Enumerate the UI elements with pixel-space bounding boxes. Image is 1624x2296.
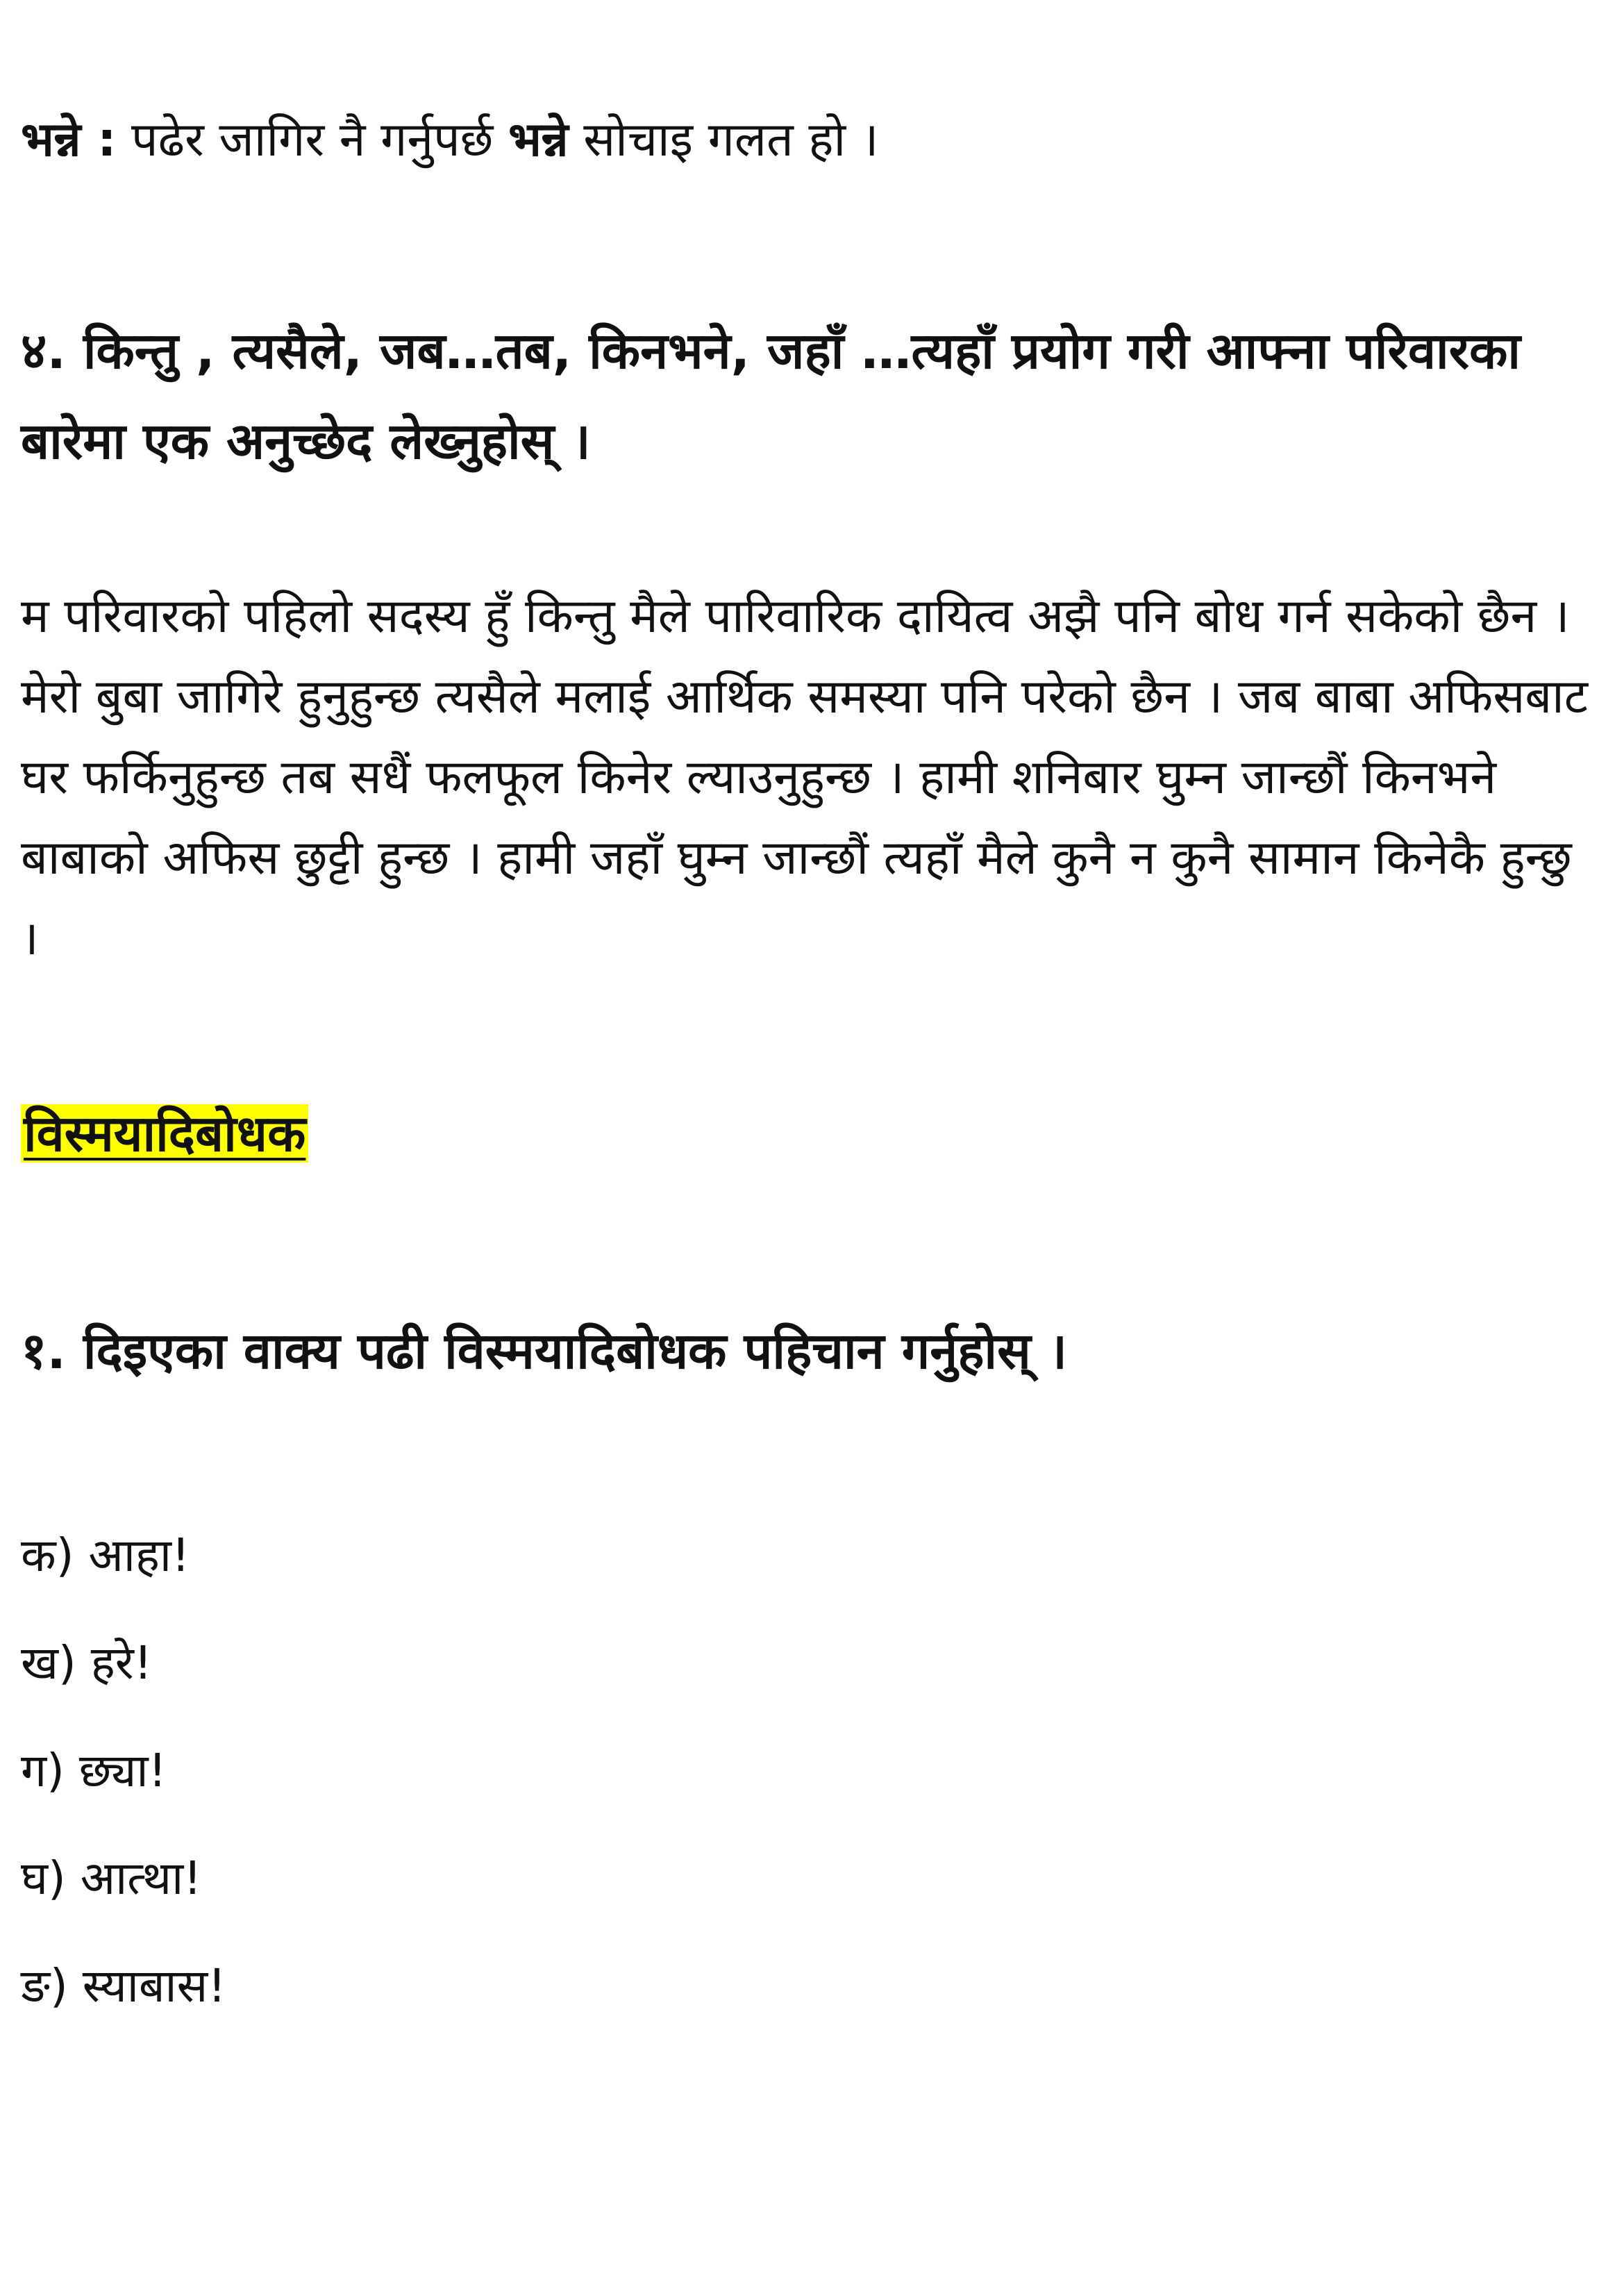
family-paragraph: म परिवारको पहिलो सदस्य हुँ किन्तु मैले पारिवारिक दायित्व अझै पनि बोध गर्न सकेको छैन । मेरो बुबा जागिरे हुनुहुन्छ त्यसैले मलाई आर्थिक समस्या पनि परेको छैन । जब बाबा अफिसबाट घर फर्किनुहुन्छ तब सधैं फलफूल किनेर ल्याउनुहुन्छ । हामी शनिबार घुम्न जान्छौं किनभने बाबाको अफिस छुट्टी हुन्छ । हामी जहाँ घुम्न जान्छौं त्यहाँ मैले कुनै न कुनै सामान किनेकै हुन्छु । bbox=[21, 589, 1589, 966]
question-4-title: ४. किन्तु , त्यसैले, जब…तब, किनभने, जहाँ …त्यहाँ प्रयोग गरी आफ्ना परिवारका बारेमा एक अनुच्छेद लेख्नुहोस् । bbox=[21, 322, 1521, 470]
list-item: घ) आत्था! bbox=[21, 1852, 202, 1905]
intro-text-before: पढेर जागिर नै गर्नुपर्छ bbox=[116, 113, 509, 167]
section-title-wrapper bbox=[21, 1097, 308, 1170]
intro-text-after: सोचाइ गलत हो । bbox=[568, 113, 879, 167]
intro-line bbox=[21, 104, 879, 176]
intro-term-inline: भन्ने bbox=[508, 113, 569, 167]
intro-term: भन्ने : bbox=[21, 113, 117, 167]
question-1-title: १. दिइएका वाक्य पढी विस्मयादिबोधक पहिचान गर्नुहोस् । bbox=[21, 1322, 1068, 1380]
list-item: ग) छ्या! bbox=[21, 1744, 167, 1797]
section-title: विस्मयादिबोधक bbox=[21, 1104, 308, 1163]
list-item: ङ) स्याबास! bbox=[21, 1959, 226, 2013]
list-item: क) आहा! bbox=[21, 1529, 190, 1582]
list-item: ख) हरे! bbox=[21, 1636, 153, 1690]
